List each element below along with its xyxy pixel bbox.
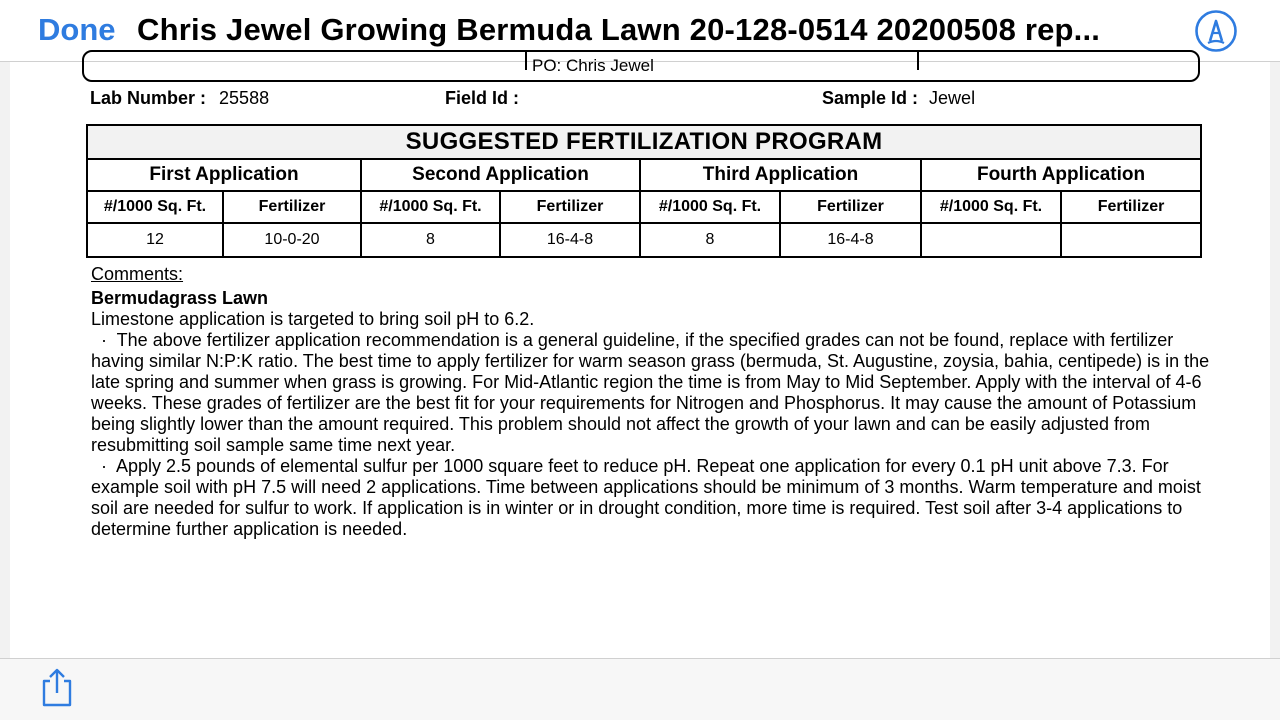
header-divider	[525, 52, 527, 70]
bottom-toolbar	[0, 658, 1280, 720]
fertilizer-cell: 10-0-20	[223, 223, 361, 257]
application-header: Third Application	[640, 159, 921, 191]
lab-number-label: Lab Number :	[90, 88, 207, 108]
fertilizer-cell: 16-4-8	[500, 223, 640, 257]
rate-column-header: #/1000 Sq. Ft.	[640, 191, 780, 223]
fertilizer-cell	[1061, 223, 1201, 257]
fertilizer-column-header: Fertilizer	[500, 191, 640, 223]
application-header: Fourth Application	[921, 159, 1201, 191]
rate-cell: 12	[87, 223, 223, 257]
field-id-label: Field Id :	[445, 88, 519, 108]
fertilization-program-table	[86, 124, 1202, 258]
sample-id-value: Jewel	[929, 88, 976, 108]
sample-id-label: Sample Id :	[822, 88, 919, 108]
sample-id-field	[822, 86, 975, 110]
comment-paragraph: · The above fertilizer application recommendation is a general guideline, if the specified grades can not be found, replace with fertilizer having similar N:P:K ratio. The best time to apply fertilizer for warm season grass (bermuda, St. Augustine, zoysia, bahia, centipede) is in the late spring and summer when grass is growing. For Mid-Atlantic region the time is from May to Mid September. Apply with the interval of 4-6 weeks. These grades of fertilizer are the best fit for your requirements for Nitrogen and Phosphorus. It may cause the amount of Potassium being slightly lower than the amount required. This problem should not affect the growth of your lawn and can be easily adjusted from resubmitting soil sample same time next year.	[91, 330, 1210, 455]
table-row	[87, 223, 1201, 257]
document-title: Chris Jewel Growing Bermuda Lawn 20-128-0514 20200508 rep...	[137, 12, 1101, 47]
fertilizer-column-header: Fertilizer	[223, 191, 361, 223]
report-header-box	[82, 50, 1200, 82]
comment-paragraph: Limestone application is targeted to bring soil pH to 6.2.	[91, 309, 535, 329]
fertilizer-cell: 16-4-8	[780, 223, 921, 257]
fertilizer-column-header: Fertilizer	[780, 191, 921, 223]
rate-cell: 8	[361, 223, 500, 257]
comments-label: Comments:	[91, 264, 184, 284]
rate-column-header: #/1000 Sq. Ft.	[361, 191, 500, 223]
application-header: Second Application	[361, 159, 640, 191]
po-label: PO: Chris Jewel	[532, 56, 654, 75]
field-id-field	[445, 86, 527, 110]
rate-column-header: #/1000 Sq. Ft.	[87, 191, 223, 223]
program-title: SUGGESTED FERTILIZATION PROGRAM	[87, 125, 1201, 159]
lab-number-value: 25588	[219, 88, 270, 108]
comments-subtitle: Bermudagrass Lawn	[91, 288, 269, 308]
rate-cell	[921, 223, 1061, 257]
markup-pen-icon[interactable]	[1194, 9, 1238, 53]
done-button[interactable]: Done	[38, 12, 116, 47]
header-divider	[917, 52, 919, 70]
document-page	[10, 56, 1270, 658]
share-icon[interactable]	[40, 667, 74, 707]
fertilizer-column-header: Fertilizer	[1061, 191, 1201, 223]
rate-column-header: #/1000 Sq. Ft.	[921, 191, 1061, 223]
rate-cell: 8	[640, 223, 780, 257]
application-header: First Application	[87, 159, 361, 191]
comment-paragraph: · Apply 2.5 pounds of elemental sulfur per 1000 square feet to reduce pH. Repeat one application for every 0.1 pH unit above 7.3. For example soil with pH 7.5 will need 2 applications. Time between applications should be minimum of 3 months. Warm temperature and moist soil are needed for sulfur to work. If application is in winter or in drought condition, more time is required. Test soil after 3-4 applications to determine further application is needed.	[91, 456, 1201, 539]
comments-section	[91, 264, 1221, 540]
lab-number-field	[90, 86, 269, 110]
